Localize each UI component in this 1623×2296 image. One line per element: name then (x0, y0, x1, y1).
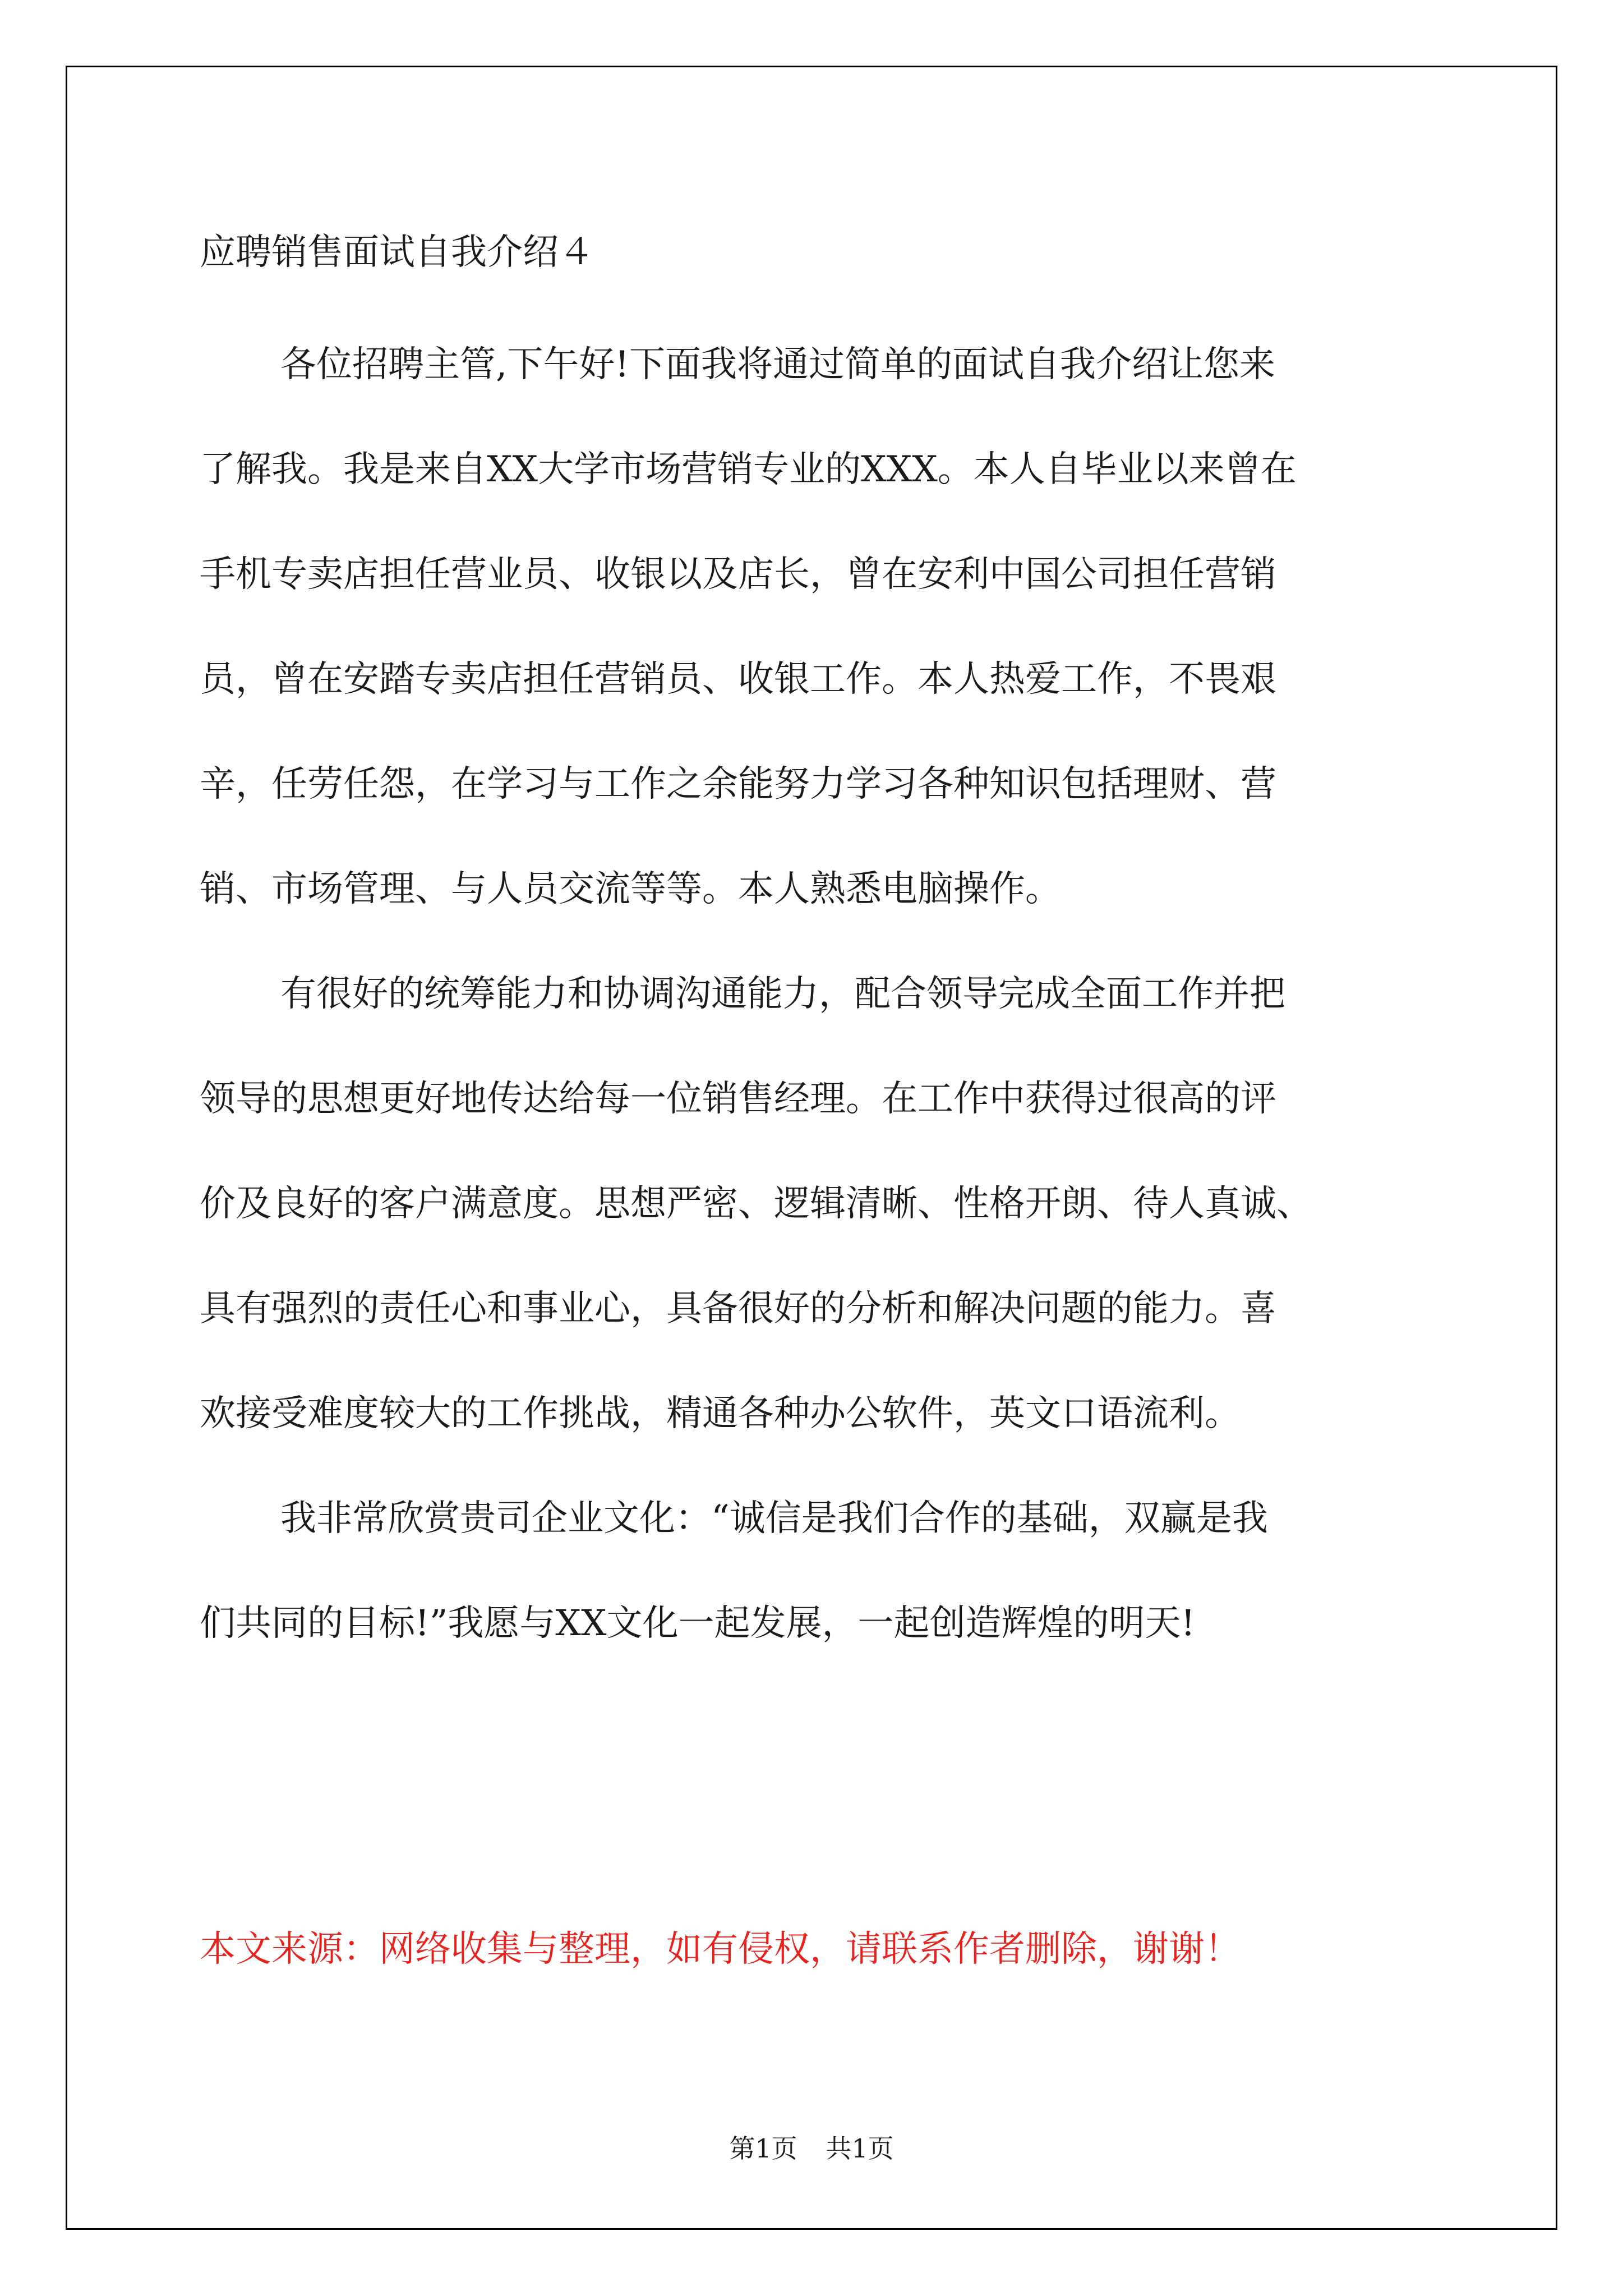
paragraph-1-line-6: 销、市场管理、与人员交流等等。本人熟悉电脑操作。 (200, 868, 1061, 910)
page-footer (0, 2126, 1623, 2171)
paragraph-3-line-2: 们共同的目标!”我愿与XX文化一起发展，一起创造辉煌的明天! (200, 1603, 1196, 1644)
paragraph-2-line-4: 具有强烈的责任心和事业心，具备很好的分析和解决问题的能力。喜 (200, 1288, 1276, 1329)
paragraph-2-line-5: 欢接受难度较大的工作挑战，精通各种办公软件，英文口语流利。 (200, 1393, 1241, 1434)
paragraph-1-line-4: 员，曾在安踏专卖店担任营销员、收银工作。本人热爱工作，不畏艰 (200, 659, 1276, 700)
source-disclaimer: 本文来源：网络收集与整理，如有侵权，请联系作者删除，谢谢！ (200, 1929, 1241, 1970)
paragraph-3-line-1: 我非常欣赏贵司企业文化：“诚信是我们合作的基础，双赢是我 (280, 1498, 1268, 1539)
paragraph-1-line-3: 手机专卖店担任营业员、收银以及店长，曾在安利中国公司担任营销 (200, 554, 1276, 595)
paragraph-2-line-3: 价及良好的客户满意度。思想严密、逻辑清晰、性格开朗、待人真诚、 (200, 1183, 1312, 1225)
page-number: 第1页 (729, 2133, 797, 2164)
paragraph-2-line-2: 领导的思想更好地传达给每一位销售经理。在工作中获得过很高的评 (200, 1078, 1276, 1120)
paragraph-2-line-1: 有很好的统筹能力和协调沟通能力，配合领导完成全面工作并把 (280, 973, 1285, 1015)
document-title: 应聘销售面试自我介绍４ (200, 232, 594, 273)
paragraph-1-line-1: 各位招聘主管,下午好!下面我将通过简单的面试自我介绍让您来 (280, 344, 1276, 385)
paragraph-1-line-5: 辛，任劳任怨，在学习与工作之余能努力学习各种知识包括理财、营 (200, 763, 1276, 805)
paragraph-1-line-2: 了解我。我是来自XX大学市场营销专业的XXX。本人自毕业以来曾在 (200, 449, 1297, 490)
page-total: 共1页 (826, 2133, 894, 2164)
